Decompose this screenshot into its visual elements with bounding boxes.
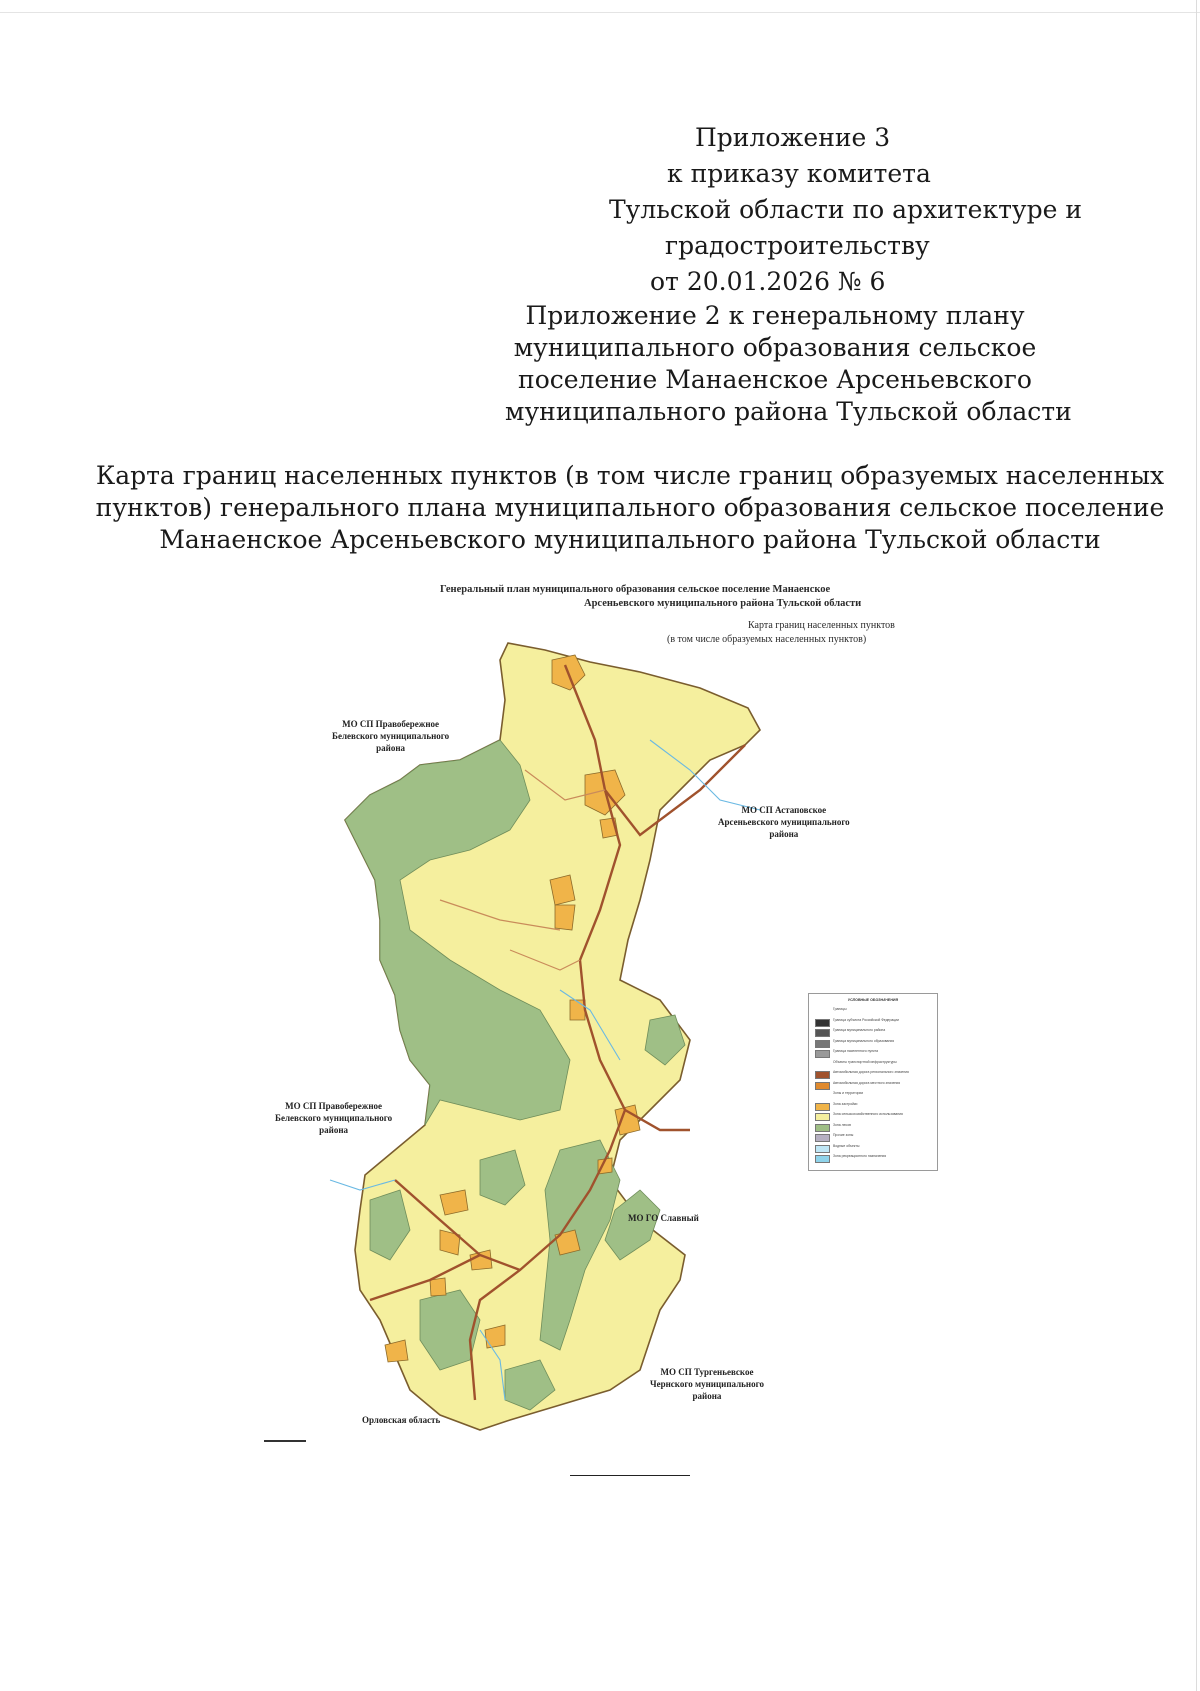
legend-item bbox=[815, 1102, 933, 1111]
legend-swatch bbox=[815, 1082, 830, 1090]
legend-swatch bbox=[815, 1071, 830, 1079]
legend-item bbox=[815, 1081, 933, 1090]
legend-item bbox=[815, 1144, 933, 1153]
map-header-line-2: Арсеньевского муниципального района Тульской области bbox=[584, 598, 862, 609]
legend-swatch bbox=[815, 1145, 830, 1153]
legend-label: Граница населенного пункта bbox=[833, 1049, 878, 1053]
legend-label: Граница субъекта Российской Федерации bbox=[833, 1017, 899, 1022]
legend-swatch bbox=[815, 1092, 828, 1098]
plan-annex-line-4: муниципального района Тульской области bbox=[505, 397, 1072, 426]
region-label-astapovo: МО СП Астаповское Арсеньевского муниципального района bbox=[718, 805, 850, 839]
region-label-pravo-west: МО СП Правобережное Белевского муниципального района bbox=[275, 1101, 393, 1135]
legend-item bbox=[815, 1123, 933, 1132]
legend-item bbox=[815, 1028, 933, 1037]
legend-label: Зоны и территории bbox=[833, 1091, 864, 1095]
legend-swatch bbox=[815, 1155, 830, 1163]
annex-line-3: Тульской области по архитектуре и bbox=[609, 195, 1083, 224]
legend-item bbox=[815, 1133, 933, 1142]
map-subtitle-line-2: (в том числе образуемых населенных пунктов) bbox=[667, 634, 867, 645]
legend-item bbox=[815, 1007, 933, 1016]
bottom-rule bbox=[570, 1475, 690, 1476]
region-label-pravo-north: МО СП Правобережное Белевского муниципального района bbox=[332, 719, 450, 753]
region-label-slavny: МО ГО Славный bbox=[628, 1213, 699, 1223]
legend-label: Границы bbox=[833, 1007, 847, 1011]
legend-swatch bbox=[815, 1061, 828, 1067]
legend-label: Зона застройки bbox=[833, 1101, 858, 1106]
legend-swatch bbox=[815, 1113, 830, 1121]
legend-label: Водные объекты bbox=[833, 1143, 860, 1148]
legend-label: Автомобильная дорога регионального значения bbox=[833, 1070, 909, 1074]
plan-annex-line-2: муниципального образования сельское bbox=[513, 333, 1037, 362]
legend-label: Прочие зоны bbox=[833, 1133, 854, 1137]
map-title-line-1: Карта границ населенных пунктов (в том числе границ образуемых населенных bbox=[95, 461, 1165, 490]
map-legend bbox=[808, 993, 938, 1171]
legend-label: Граница муниципального района bbox=[833, 1028, 886, 1032]
legend-swatch bbox=[815, 1008, 828, 1014]
legend-swatch bbox=[815, 1019, 830, 1027]
legend-item bbox=[815, 1049, 933, 1058]
region-label-orel: Орловская область bbox=[362, 1415, 441, 1425]
legend-item bbox=[815, 1091, 933, 1100]
legend-item bbox=[815, 1112, 933, 1121]
legend-swatch bbox=[815, 1124, 830, 1132]
plan-annex-line-3: поселение Манаенское Арсеньевского bbox=[518, 365, 1032, 394]
annex-line-2: к приказу комитета bbox=[667, 159, 931, 188]
legend-label: Граница муниципального образования bbox=[833, 1038, 895, 1043]
map-header-line-1: Генеральный план муниципального образования сельское поселение Манаенское bbox=[440, 584, 831, 595]
plan-annex-line-1: Приложение 2 к генеральному плану bbox=[525, 301, 1025, 330]
legend-swatch bbox=[815, 1134, 830, 1142]
legend-label: Зона лесов bbox=[833, 1122, 851, 1127]
scale-bar bbox=[264, 1440, 306, 1442]
map-title-line-2: пунктов) генерального плана муниципального образования сельское поселение bbox=[95, 493, 1165, 522]
map-title-line-3: Манаенское Арсеньевского муниципального района Тульской области bbox=[159, 525, 1101, 554]
legend-item bbox=[815, 1039, 933, 1048]
legend-label: Зона рекреационного назначения bbox=[833, 1154, 887, 1158]
legend-swatch bbox=[815, 1029, 830, 1037]
annex-line-5: от 20.01.2026 № 6 bbox=[650, 267, 886, 296]
legend-swatch bbox=[815, 1040, 830, 1048]
legend-item bbox=[815, 1070, 933, 1079]
map-subtitle-line-1: Карта границ населенных пунктов bbox=[748, 620, 895, 631]
legend-item bbox=[815, 1060, 933, 1069]
legend-title: УСЛОВНЫЕ ОБОЗНАЧЕНИЯ bbox=[847, 998, 899, 1002]
legend-swatch bbox=[815, 1050, 830, 1058]
annex-line-4: градостроительству bbox=[665, 231, 930, 260]
legend-item bbox=[815, 1018, 933, 1027]
annex-line-1: Приложение 3 bbox=[695, 123, 891, 152]
legend-label: Зона сельскохозяйственного использования bbox=[833, 1112, 903, 1116]
region-label-turgenevo: МО СП Тургеньевское Чернского муниципального района bbox=[650, 1367, 764, 1401]
legend-swatch bbox=[815, 1103, 830, 1111]
legend-label: Автомобильная дорога местного значения bbox=[833, 1080, 901, 1085]
legend-label: Объекты транспортной инфраструктуры bbox=[833, 1059, 897, 1064]
legend-item bbox=[815, 1154, 933, 1163]
